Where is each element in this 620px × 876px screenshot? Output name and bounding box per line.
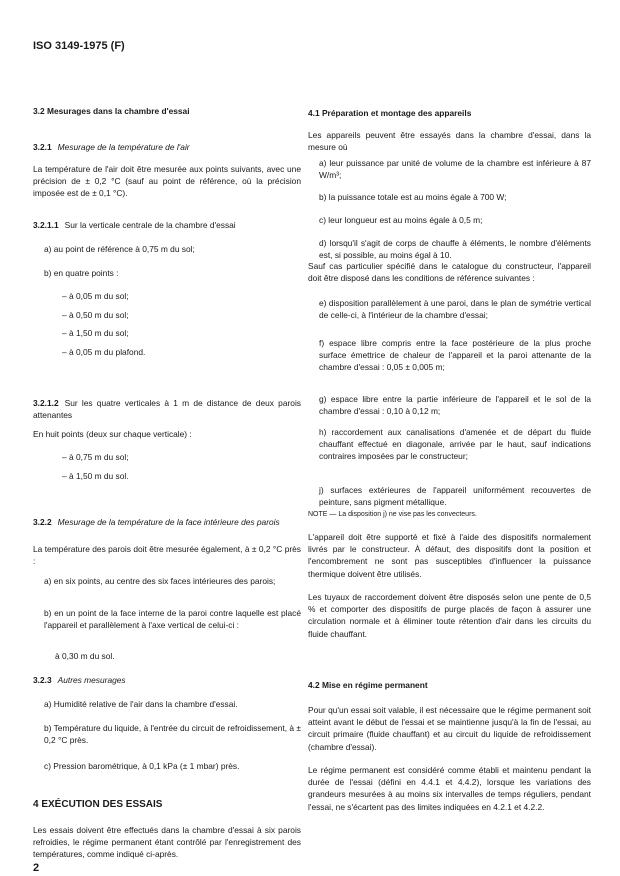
section-3-2-2-heading	[33, 516, 301, 528]
list-item: c) Pression barométrique, à 0,1 kPa (± 1 mbar) près.	[44, 761, 240, 771]
section-4-heading: 4 EXÉCUTION DES ESSAIS	[33, 799, 163, 810]
dash-item: – à 0,05 m du sol;	[62, 291, 129, 301]
section-4-2-heading: 4.2 Mise en régime permanent	[308, 680, 428, 690]
document-header: ISO 3149-1975 (F)	[33, 40, 125, 52]
list-item: b) en un point de la face interne de la paroi contre laquelle est placé l'appareil et parallèlement à l'axe vertical de celui-ci :	[44, 608, 301, 631]
list-item: e) disposition parallèlement à une paroi, dans le plan de symétrie vertical de celle-ci, à l'intérieur de la chambre d'essai;	[319, 298, 591, 321]
section-title: Autres mesurages	[57, 675, 126, 685]
section-3-2-1-2-heading	[33, 397, 301, 421]
list-item: j) surfaces extérieures de l'appareil uniformément recouvertes de peinture, sans pigment métallique.	[319, 485, 591, 508]
list-item: a) leur puissance par unité de volume de la chambre est inférieure à 87 W/m³;	[319, 158, 591, 181]
list-item: a) Humidité relative de l'air dans la chambre d'essai.	[44, 699, 238, 709]
paragraph: Les essais doivent être effectués dans la chambre d'essai à six parois refroidies, le régime permanent étant contrôlé par l'enregistrement des températures, comme indiqué ci-après.	[33, 825, 301, 860]
paragraph: Pour qu'un essai soit valable, il est nécessaire que le régime permanent soit atteint avant le début de l'essai et se maintienne jusqu'à la fin de l'essai, au circuit primaire (fluide chauffant) et au circuit du liquide de refroidissement (chambre d'essai).	[308, 705, 591, 752]
list-item: h) raccordement aux canalisations d'amenée et de départ du fluide chauffant effectué en diagonale, arrivée par le haut, sauf indications contraires imposées par le constructeur;	[319, 427, 591, 462]
list-item: a) au point de référence à 0,75 m du sol;	[44, 244, 195, 254]
note: NOTE — La disposition j) ne vise pas les convecteurs.	[308, 511, 477, 518]
dash-item: – à 0,05 m du plafond.	[62, 347, 146, 357]
list-item: d) lorsqu'il s'agit de corps de chauffe à éléments, le nombre d'éléments est, si possible, au moins égal à 10.	[319, 238, 591, 261]
section-text: Sur la verticale centrale de la chambre d'essai	[64, 220, 236, 230]
list-item-detail: à 0,30 m du sol.	[55, 651, 115, 661]
section-3-2-3-heading	[33, 674, 301, 686]
section-text: Sur les quatre verticales à 1 m de distance de deux parois attenantes	[33, 398, 301, 421]
paragraph: Les tuyaux de raccordement doivent être disposés selon une pente de 0,5 % et comporter des dispositifs de purge placés de façon à assurer une circulation normale et à éliminer toute rétention d'air dans les circuits du fluide chauffant.	[308, 592, 591, 639]
paragraph: Sauf cas particulier spécifié dans le catalogue du constructeur, l'appareil doit être disposé dans les conditions de référence suivantes :	[308, 261, 591, 284]
section-title: Mesurage de la température de l'air	[57, 142, 190, 152]
section-number: 3.2.1	[33, 142, 52, 152]
section-number: 3.2.2	[33, 517, 52, 527]
dash-item: – à 1,50 m du sol;	[62, 328, 129, 338]
section-number: 3.2.1.2	[33, 398, 59, 408]
paragraph: Le régime permanent est considéré comme établi et maintenu pendant la durée de l'essai (défini en 4.4.1 et 4.4.2), lorsque les variations des grandeurs mesurées à au moins six intervalles de temps réguliers, pendant l'essai, ne s'écartent pas des limites indiquées en 4.2.1 et 4.2.2.	[308, 765, 591, 812]
list-item: b) en quatre points :	[44, 268, 119, 278]
paragraph: La température des parois doit être mesurée également, à ± 0,2 °C près :	[33, 544, 301, 567]
section-number: 3.2.1.1	[33, 220, 59, 230]
paragraph: Les appareils peuvent être essayés dans la chambre d'essai, dans la mesure où	[308, 130, 591, 153]
list-item: f) espace libre compris entre la face postérieure de la plus proche surface émettrice de chaleur de l'appareil et la paroi attenante de la chambre d'essai : 0,05 ± 0,005 m;	[319, 338, 591, 373]
dash-item: – à 0,50 m du sol;	[62, 310, 129, 320]
paragraph: La température de l'air doit être mesurée aux points suivants, avec une précision de ± 0,2 °C (sauf au point de référence, où la précision imposée est de ± 0,1 °C).	[33, 164, 301, 199]
section-3-2-heading: 3.2 Mesurages dans la chambre d'essai	[33, 106, 190, 116]
section-3-2-1-1-heading	[33, 219, 301, 231]
section-3-2-1-heading	[33, 141, 301, 153]
list-item: c) leur longueur est au moins égale à 0,5 m;	[319, 215, 483, 225]
list-item: b) Température du liquide, à l'entrée du circuit de refroidissement, à ± 0,2 °C près.	[44, 723, 301, 746]
dash-item: – à 1,50 m du sol.	[62, 471, 129, 481]
page-number: 2	[33, 862, 40, 874]
list-item: a) en six points, au centre des six faces intérieures des parois;	[44, 576, 276, 586]
dash-item: – à 0,75 m du sol;	[62, 452, 129, 462]
list-item: b) la puissance totale est au moins égale à 700 W;	[319, 192, 507, 202]
list-item: g) espace libre entre la partie inférieure de l'appareil et le sol de la chambre d'essai : 0,10 à 0,12 m;	[319, 394, 591, 417]
paragraph: En huit points (deux sur chaque verticale) :	[33, 429, 192, 439]
paragraph: L'appareil doit être supporté et fixé à l'aide des dispositifs normalement livrés par le constructeur. À défaut, des dispositifs dont la position et l'encombrement ne sont pas susceptibles d'influencer la puissance thermique doivent être utilisés.	[308, 532, 591, 579]
section-4-1-heading: 4.1 Préparation et montage des appareils	[308, 108, 472, 118]
section-number: 3.2.3	[33, 675, 52, 685]
section-title: Mesurage de la température de la face intérieure des parois	[57, 517, 280, 527]
